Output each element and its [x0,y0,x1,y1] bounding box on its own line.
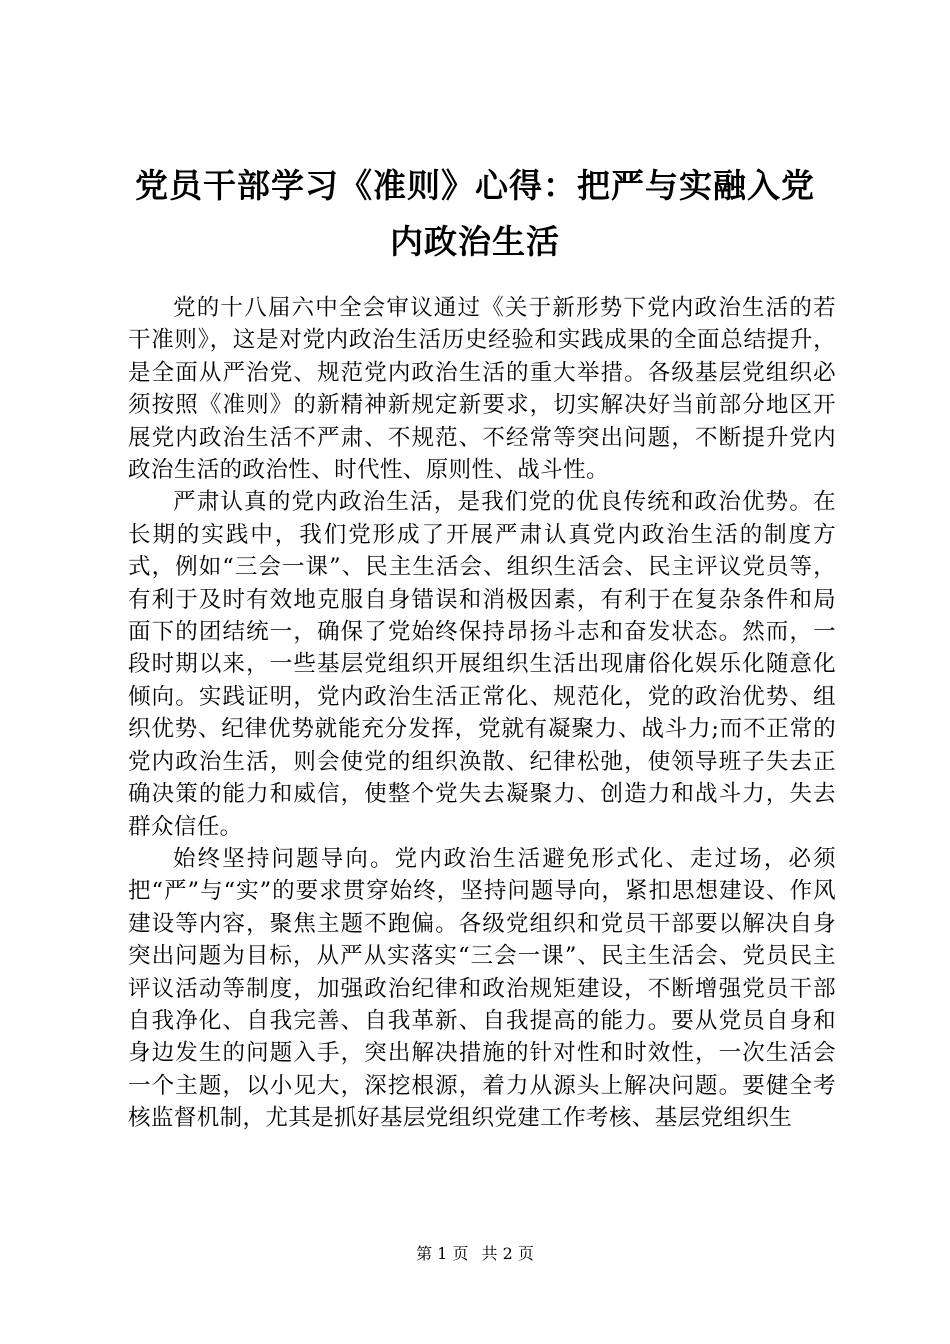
paragraph: 始终坚持问题导向。党内政治生活避免形式化、走过场，必须把“严”与“实”的要求贯穿始终，坚持问题导向，紧扣思想建设、作风建设等内容，聚焦主题不跑偏。各级党组织和党员干部要以解决自身突出问题为目标，从严从实落实“三会一课”、民主生活会、党员民主评议活动等制度，加强政治纪律和政治规矩建设，不断增强党员干部自我净化、自我完善、自我革新、自我提高的能力。要从党员自身和身边发生的问题入手，突出解决措施的针对性和时效性，一次生活会一个主题，以小见大，深挖根源，着力从源头上解决问题。要健全考核监督机制，尤其是抓好基层党组织党建工作考核、基层党组织生 [128,845,836,1132]
page-number: 第 1 页 [416,1244,469,1263]
title-line-1: 党员干部学习《准则》心得：把严与实融入党 [135,166,815,205]
document-body [128,292,836,1135]
page-footer [0,1244,950,1264]
page-total: 共 2 页 [481,1244,534,1263]
title-line-2: 内政治生活 [390,222,560,261]
paragraph: 严肃认真的党内政治生活，是我们党的优良传统和政治优势。在长期的实践中，我们党形成了开展严肃认真党内政治生活的制度方式，例如“三会一课”、民主生活会、组织生活会、民主评议党员等，有利于及时有效地克服自身错误和消极因素，有利于在复杂条件和局面下的团结统一，确保了党始终保持昂扬斗志和奋发状态。然而，一段时期以来，一些基层党组织开展组织生活出现庸俗化娱乐化随意化倾向。实践证明，党内政治生活正常化、规范化，党的政治优势、组织优势、纪律优势就能充分发挥，党就有凝聚力、战斗力;而不正常的党内政治生活，则会使党的组织涣散、纪律松弛，使领导班子失去正确决策的能力和威信，使整个党失去凝聚力、创造力和战斗力，失去群众信任。 [128,489,836,840]
document-title [100,158,850,270]
paragraph: 党的十八届六中全会审议通过《关于新形势下党内政治生活的若干准则》，这是对党内政治生活历史经验和实践成果的全面总结提升，是全面从严治党、规范党内政治生活的重大举措。各级基层党组织必须按照《准则》的新精神新规定新要求，切实解决好当前部分地区开展党内政治生活不严肃、不规范、不经常等突出问题，不断提升党内政治生活的政治性、时代性、原则性、战斗性。 [128,295,836,484]
